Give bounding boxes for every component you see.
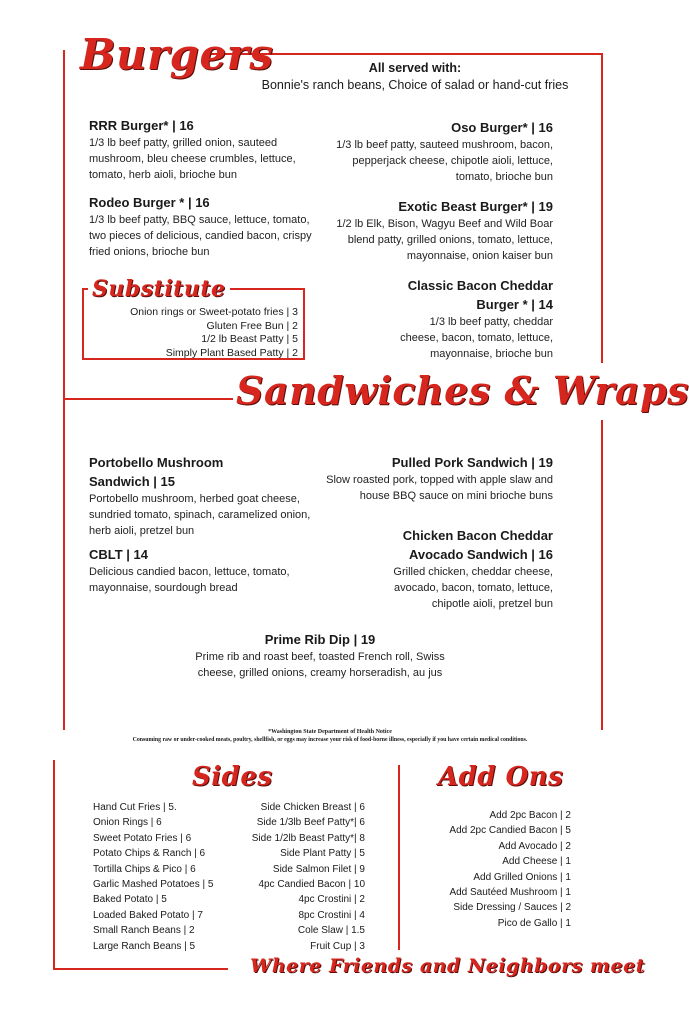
- addon-item: Pico de Gallo | 1: [497, 917, 571, 929]
- addon-item: Add 2pc Bacon | 2: [489, 810, 571, 821]
- notice-text: Consuming raw or under-cooked meats, poultry, shellfish, or eggs may increase your risk of food-borne illness, especially if you have certain medical conditions.: [132, 737, 528, 743]
- addon-item: Add 2pc Candied Bacon | 5: [449, 825, 571, 837]
- addon-item: Add Sautéed Mushroom | 1: [449, 887, 571, 899]
- side-item: Large Ranch Beans | 5: [93, 940, 196, 952]
- served-with: [230, 60, 600, 94]
- item-desc: Slow roasted pork, topped with apple slaw and house BBQ sauce on mini brioche buns: [326, 474, 553, 502]
- item-title: Oso Burger* | 16: [451, 120, 553, 135]
- notice-title: *Washington State Department of Health Notice: [268, 729, 392, 735]
- side-item: Sweet Potato Fries | 6: [93, 832, 192, 844]
- item-title: CBLT | 14: [89, 547, 149, 562]
- sandwich-prime-rib: [190, 630, 450, 681]
- item-desc: 1/3 lb beef patty, BBQ sauce, lettuce, tomato, two pieces of delicious, candied bacon, crispy fried onions, brioche bun: [89, 214, 312, 258]
- sandwich-portobello: [89, 453, 314, 539]
- item-desc: Grilled chicken, cheddar cheese, avocado, bacon, tomato, lettuce, chipotle aioli, pretzel bun: [393, 566, 553, 610]
- side-item: 8pc Crostini | 4: [298, 909, 365, 921]
- substitute-heading: Substitute: [88, 276, 230, 302]
- side-item: Side Salmon Filet | 9: [272, 863, 365, 875]
- addon-item: Side Dressing / Sauces | 2: [453, 902, 571, 914]
- item-title: Rodeo Burger * | 16: [89, 195, 210, 210]
- burger-exotic-beast: [325, 197, 553, 264]
- health-notice: [60, 728, 600, 744]
- item-title: Pulled Pork Sandwich | 19: [391, 455, 553, 470]
- side-item: Side Chicken Breast | 6: [260, 802, 365, 813]
- burger-classic-bacon: [395, 276, 553, 362]
- frame-right-line: [601, 53, 603, 363]
- side-item: Baked Potato | 5: [93, 894, 167, 906]
- frame-left-line-2: [63, 395, 65, 730]
- item-desc: Portobello mushroom, herbed goat cheese, sundried tomato, spinach, caramelized onion, herb aioli, pretzel bun: [89, 493, 311, 537]
- addon-item: Add Grilled Onions | 1: [473, 871, 571, 883]
- side-item: Side 1/2lb Beast Patty*| 8: [251, 832, 365, 844]
- side-item: Side Plant Patty | 5: [280, 848, 365, 860]
- addon-item: Add Cheese | 1: [502, 856, 571, 868]
- substitute-item: 1/2 lb Beast Patty | 5: [201, 333, 298, 345]
- sandwich-cblt: [89, 545, 314, 596]
- served-with-title: All served with:: [368, 61, 462, 75]
- frame-left-line: [63, 50, 65, 395]
- sides-right-list: [230, 800, 365, 954]
- served-with-text: Bonnie's ranch beans, Choice of salad or hand-cut fries: [261, 78, 569, 92]
- side-item: Loaded Baked Potato | 7: [93, 909, 203, 921]
- item-title: Portobello Mushroom Sandwich | 15: [89, 455, 224, 489]
- substitute-item: Simply Plant Based Patty | 2: [165, 346, 298, 359]
- item-desc: Delicious candied bacon, lettuce, tomato, mayonnaise, sourdough bread: [89, 566, 290, 594]
- sides-heading: Sides: [192, 762, 273, 792]
- footer-left-line: [53, 760, 55, 970]
- item-desc: Prime rib and roast beef, toasted French roll, Swiss cheese, grilled onions, creamy horseradish, au jus: [195, 651, 445, 679]
- item-desc: 1/3 lb beef patty, cheddar cheese, bacon, tomato, lettuce, mayonnaise, brioche bun: [400, 316, 553, 360]
- sides-divider: [398, 765, 400, 950]
- item-desc: 1/3 lb beef patty, grilled onion, sauteed mushroom, bleu cheese crumbles, lettuce, tomato, herb aioli, brioche bun: [89, 137, 296, 181]
- side-item: Side 1/3lb Beef Patty*| 6: [256, 817, 365, 829]
- substitute-list: [90, 306, 298, 360]
- item-title: Exotic Beast Burger* | 19: [398, 199, 553, 214]
- item-title: Chicken Bacon Cheddar Avocado Sandwich | 16: [402, 528, 553, 562]
- item-title: Prime Rib Dip | 19: [264, 632, 376, 647]
- substitute-item: Onion rings or Sweet-potato fries | 3: [130, 306, 298, 318]
- addon-item: Add Avocado | 2: [498, 840, 571, 852]
- frame-right-line-2: [601, 420, 603, 730]
- item-title: Classic Bacon Cheddar Burger * | 14: [407, 278, 553, 312]
- side-item: Fruit Cup | 3: [310, 940, 365, 952]
- item-desc: 1/3 lb beef patty, sauteed mushroom, bacon, pepperjack cheese, chipotle aioli, lettuce, tomato, brioche bun: [336, 139, 553, 183]
- side-item: Potato Chips & Ranch | 6: [93, 848, 206, 860]
- sandwich-underline: [63, 398, 233, 400]
- side-item: Onion Rings | 6: [93, 817, 162, 829]
- side-item: Tortilla Chips & Pico | 6: [93, 863, 196, 875]
- tagline: Where Friends and Neighbors meet: [250, 955, 645, 977]
- burgers-heading: Burgers: [80, 30, 274, 79]
- burger-rodeo: [89, 193, 314, 260]
- side-item: 4pc Candied Bacon | 10: [258, 879, 365, 891]
- item-desc: 1/2 lb Elk, Bison, Wagyu Beef and Wild Boar blend patty, grilled onions, tomato, lettuce, mayonnaise, onion kaiser bun: [336, 218, 553, 262]
- burger-rrr: [89, 116, 314, 183]
- footer-bottom-line: [53, 968, 228, 970]
- item-title: RRR Burger* | 16: [89, 118, 194, 133]
- substitute-item: Gluten Free Bun | 2: [206, 319, 298, 332]
- sandwiches-heading: Sandwiches & Wraps: [236, 368, 689, 413]
- side-item: 4pc Crostini | 2: [298, 894, 365, 906]
- side-item: Small Ranch Beans | 2: [93, 925, 195, 937]
- side-item: Cole Slaw | 1.5: [297, 925, 365, 937]
- side-item: Hand Cut Fries | 5.: [93, 802, 177, 813]
- sandwich-pulled-pork: [315, 453, 553, 504]
- sandwich-chicken-bacon: [370, 526, 553, 612]
- addons-list: [415, 808, 571, 931]
- addons-heading: Add Ons: [438, 762, 564, 792]
- burger-oso: [325, 118, 553, 185]
- side-item: Garlic Mashed Potatoes | 5: [93, 879, 214, 891]
- sides-left-list: [93, 800, 213, 954]
